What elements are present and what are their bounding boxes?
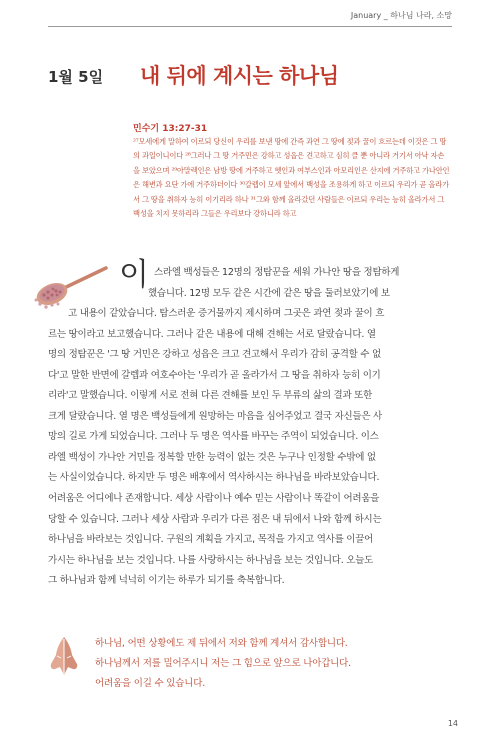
prayer-line: 하나님께서 저를 밀어주시니 저는 그 힘으로 앞으로 나아갑니다. — [95, 658, 351, 669]
meditation-line: 가시는 하나님을 보는 것입니다. 나를 사랑하시는 하나님을 보는 것입니다. 오늘도 — [48, 554, 374, 566]
meditation-line: 명의 정탐꾼은 '그 땅 거민은 강하고 성읍은 크고 견고해서 우리가 감히 공격할 수 없 — [48, 349, 381, 361]
meditation-line: 리라'고 말했습니다. 이렇게 서로 전혀 다른 견해를 보인 두 부류의 삶의 결과 또한 — [48, 390, 373, 402]
meditation-line: 라엘 백성이 가나안 거민을 정복할 만한 능력이 없는 것은 누구나 인정할 수밖에 없 — [48, 451, 376, 463]
meditation-line: 어려움은 어디에나 존재합니다. 세상 사람이나 예수 믿는 사람이나 똑같이 어려움을 — [48, 493, 380, 505]
meditation-line: 하나님을 바라보는 것입니다. 구원의 계획을 가지고, 목적을 가지고 역사를 이끌어 — [48, 534, 374, 546]
scripture-reference: 민수기 13:27-31 — [133, 124, 208, 134]
meditation-line: 했습니다. 12명 모두 같은 시간에 같은 땅을 둘러보았기에 보 — [148, 287, 390, 299]
header-divider — [48, 26, 452, 27]
meditation-body — [48, 263, 452, 592]
meditation-line: 망의 길로 가게 되었습니다. 그러나 두 명은 역사를 바꾸는 주역이 되었습니다. 이스 — [48, 431, 379, 443]
meditation-line: 르는 땅이라고 보고했습니다. 그러나 같은 내용에 대해 견해는 서로 달랐습니다. 열 — [48, 328, 376, 340]
meditation-line: 크게 달랐습니다. 열 명은 백성들에게 원망하는 마음을 심어주었고 결국 자신들은 사 — [48, 410, 382, 422]
meditation-line: 는 사실이었습니다. 하지만 두 명은 배후에서 역사하시는 하나님을 바라보았습니다. — [48, 472, 380, 484]
page-number: 14 — [447, 719, 458, 728]
prayer-line: 하나님, 어떤 상황에도 제 뒤에서 저와 함께 계셔서 감사합니다. — [95, 638, 348, 649]
running-head: January _ 하나님 나라, 소망 — [350, 11, 452, 20]
page-title: 내 뒤에 계시는 하나님 — [140, 64, 339, 88]
prayer-line: 어려움을 이길 수 있습니다. — [95, 678, 206, 689]
page-date: 1월 5일 — [48, 68, 104, 86]
drop-cap: 이 — [119, 257, 149, 293]
meditation-line: 다'고 말한 반면에 갈렙과 여호수아는 '우리가 곧 올라가서 그 땅을 취하자 능히 이기 — [48, 369, 381, 381]
meditation-line: 당할 수 있습니다. 그러나 세상 사람과 우리가 다른 점은 내 뒤에서 나와 함께 하시는 — [48, 513, 382, 525]
meditation-line: 스라엘 백성들은 12명의 정탐꾼을 세워 가나안 땅을 정탐하게 — [154, 267, 400, 278]
meditation-line: 그 하나님과 함께 넉넉히 이기는 하루가 되기를 축복합니다. — [48, 575, 285, 587]
scripture-text: ²⁷모세에게 말하여 이르되 당신이 우리를 보낸 땅에 간즉 과연 그 땅에 젖과 꿀이 흐르는데 이것은 그 땅의 과일이니이다 ²⁸그러나 그 땅 거주민은 강하고 성읍은 견고하고 심히 클 뿐 아니라 거기서 아낙 자손을 보았으며 ²⁹아말렉인은 남방 땅에 거주하고 헷인과 여부스인과 아모리인은 산지에 거주하고 가나안인은 해변과 요단 가에 거주하더이다 ³⁰갈렙이 모세 앞에서 백성을 조용하게 하고 이르되 우리가 곧 올라가서 그 땅을 취하자 능히 이기리라 하나 ³¹그와 함께 올라갔던 사람들은 이르되 우리는 능히 올라가서 그 백성을 치지 못하리라 그들은 우리보다 강하니라 하고 — [133, 137, 450, 219]
meditation-line: 고 내용이 같았습니다. 탐스러운 증거물까지 제시하며 그곳은 과연 젖과 꿀이 흐 — [68, 308, 385, 320]
praying-hands-icon — [48, 634, 80, 678]
prayer-text — [95, 634, 455, 694]
